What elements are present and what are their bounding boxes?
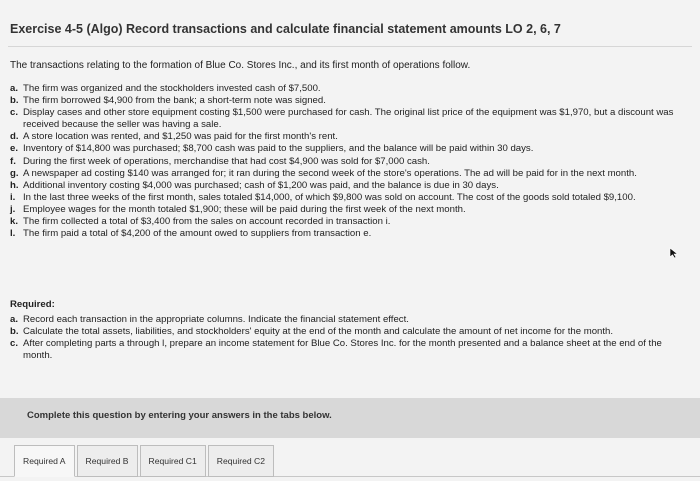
instruction-text: Complete this question by entering your answers in the tabs below.: [27, 410, 332, 421]
transaction-item: [10, 192, 690, 204]
required-item: [10, 314, 690, 326]
transaction-item-text: The firm was organized and the stockholders invested cash of $7,500.: [23, 83, 321, 94]
required-item-text: Record each transaction in the appropriate columns. Indicate the financial statement effect.: [23, 314, 409, 326]
tab-required-a[interactable]: Required A: [14, 445, 75, 477]
transaction-item-text: Inventory of $14,800 was purchased; $8,700 cash was paid to the suppliers, and the balance will be paid within 30 days.: [23, 143, 534, 155]
required-section: [10, 299, 690, 362]
transaction-item: [10, 168, 690, 180]
transaction-item-text: Additional inventory costing $4,000 was purchased; cash of $1,200 was paid, and the balance is due in 30 days.: [23, 179, 499, 191]
transaction-item-letter: l.: [10, 228, 16, 240]
transaction-item: [10, 216, 690, 228]
transaction-item: [10, 204, 690, 216]
transaction-item-letter: k.: [10, 216, 19, 228]
required-item-text: After completing parts a through l, prepare an income statement for Blue Co. Stores Inc. for the month presented and a balance sheet at the end of the month.: [23, 338, 662, 362]
tab-required-c1[interactable]: Required C1: [140, 445, 206, 477]
transaction-item: [10, 131, 690, 143]
transaction-item-letter: e.: [10, 143, 19, 155]
transaction-list: [10, 83, 690, 240]
required-item-letter: c.: [10, 338, 19, 350]
transaction-item-letter: a.: [10, 83, 19, 94]
transaction-item-text: The firm borrowed $4,900 from the bank; a short-term note was signed.: [23, 95, 326, 107]
transaction-item-text: During the first week of operations, merchandise that had cost $4,900 was sold for $7,000 cash.: [23, 155, 430, 167]
tab-required-c2[interactable]: Required C2: [208, 445, 274, 477]
transaction-item: [10, 228, 690, 240]
transaction-item-letter: j.: [10, 203, 16, 215]
title-divider: [8, 46, 692, 47]
required-item: [10, 338, 690, 362]
transaction-item: [10, 180, 690, 192]
transaction-item-letter: c.: [10, 107, 19, 119]
transaction-item-letter: g.: [10, 167, 19, 179]
required-item-letter: b.: [10, 326, 19, 338]
required-item-text: Calculate the total assets, liabilities, and stockholders' equity at the end of the month and calculate the amount of net income for the month.: [23, 326, 614, 338]
transaction-item-text: Display cases and other store equipment costing $1,500 were purchased for cash. The original list price of the equipment was $1,970, but a discount was received because the seller was having a sale.: [23, 107, 674, 131]
transaction-item-letter: h.: [10, 179, 19, 191]
exercise-title: Exercise 4-5 (Algo) Record transactions and calculate financial statement amounts LO 2, 6, 7: [10, 22, 561, 36]
transaction-item: [10, 83, 690, 95]
instruction-panel: [0, 398, 700, 438]
tab-bar: [14, 445, 276, 477]
transaction-item-letter: d.: [10, 131, 19, 143]
required-heading: Required:: [10, 299, 55, 310]
transaction-item-text: Employee wages for the month totaled $1,900; these will be paid during the first week of the next month.: [23, 203, 466, 215]
transaction-item-letter: b.: [10, 95, 19, 107]
transaction-item-text: A store location was rented, and $1,250 was paid for the first month's rent.: [23, 131, 338, 143]
required-list: [10, 314, 690, 362]
transaction-item: [10, 107, 690, 131]
transaction-item-letter: f.: [10, 155, 16, 167]
intro-text: The transactions relating to the formation of Blue Co. Stores Inc., and its first month of operations follow.: [10, 60, 471, 71]
transaction-item-text: The firm collected a total of $3,400 from the sales on account recorded in transaction i.: [23, 216, 391, 228]
transaction-item: [10, 143, 690, 155]
tab-required-b[interactable]: Required B: [77, 445, 138, 477]
transaction-item-letter: i.: [10, 191, 16, 203]
mouse-pointer-icon: [669, 246, 679, 264]
transaction-item-text: A newspaper ad costing $140 was arranged for; it ran during the second week of the store's operations. The ad will be paid for in the next month.: [23, 167, 637, 179]
transaction-item: [10, 156, 690, 168]
required-item: [10, 326, 690, 338]
transaction-item-text: In the last three weeks of the first month, sales totaled $14,000, of which $9,800 was sold on account. The cost of the goods sold totaled $9,100.: [23, 191, 636, 203]
required-item-letter: a.: [10, 314, 19, 326]
transaction-item: [10, 95, 690, 107]
transaction-item-text: The firm paid a total of $4,200 of the amount owed to suppliers from transaction e.: [23, 228, 372, 240]
